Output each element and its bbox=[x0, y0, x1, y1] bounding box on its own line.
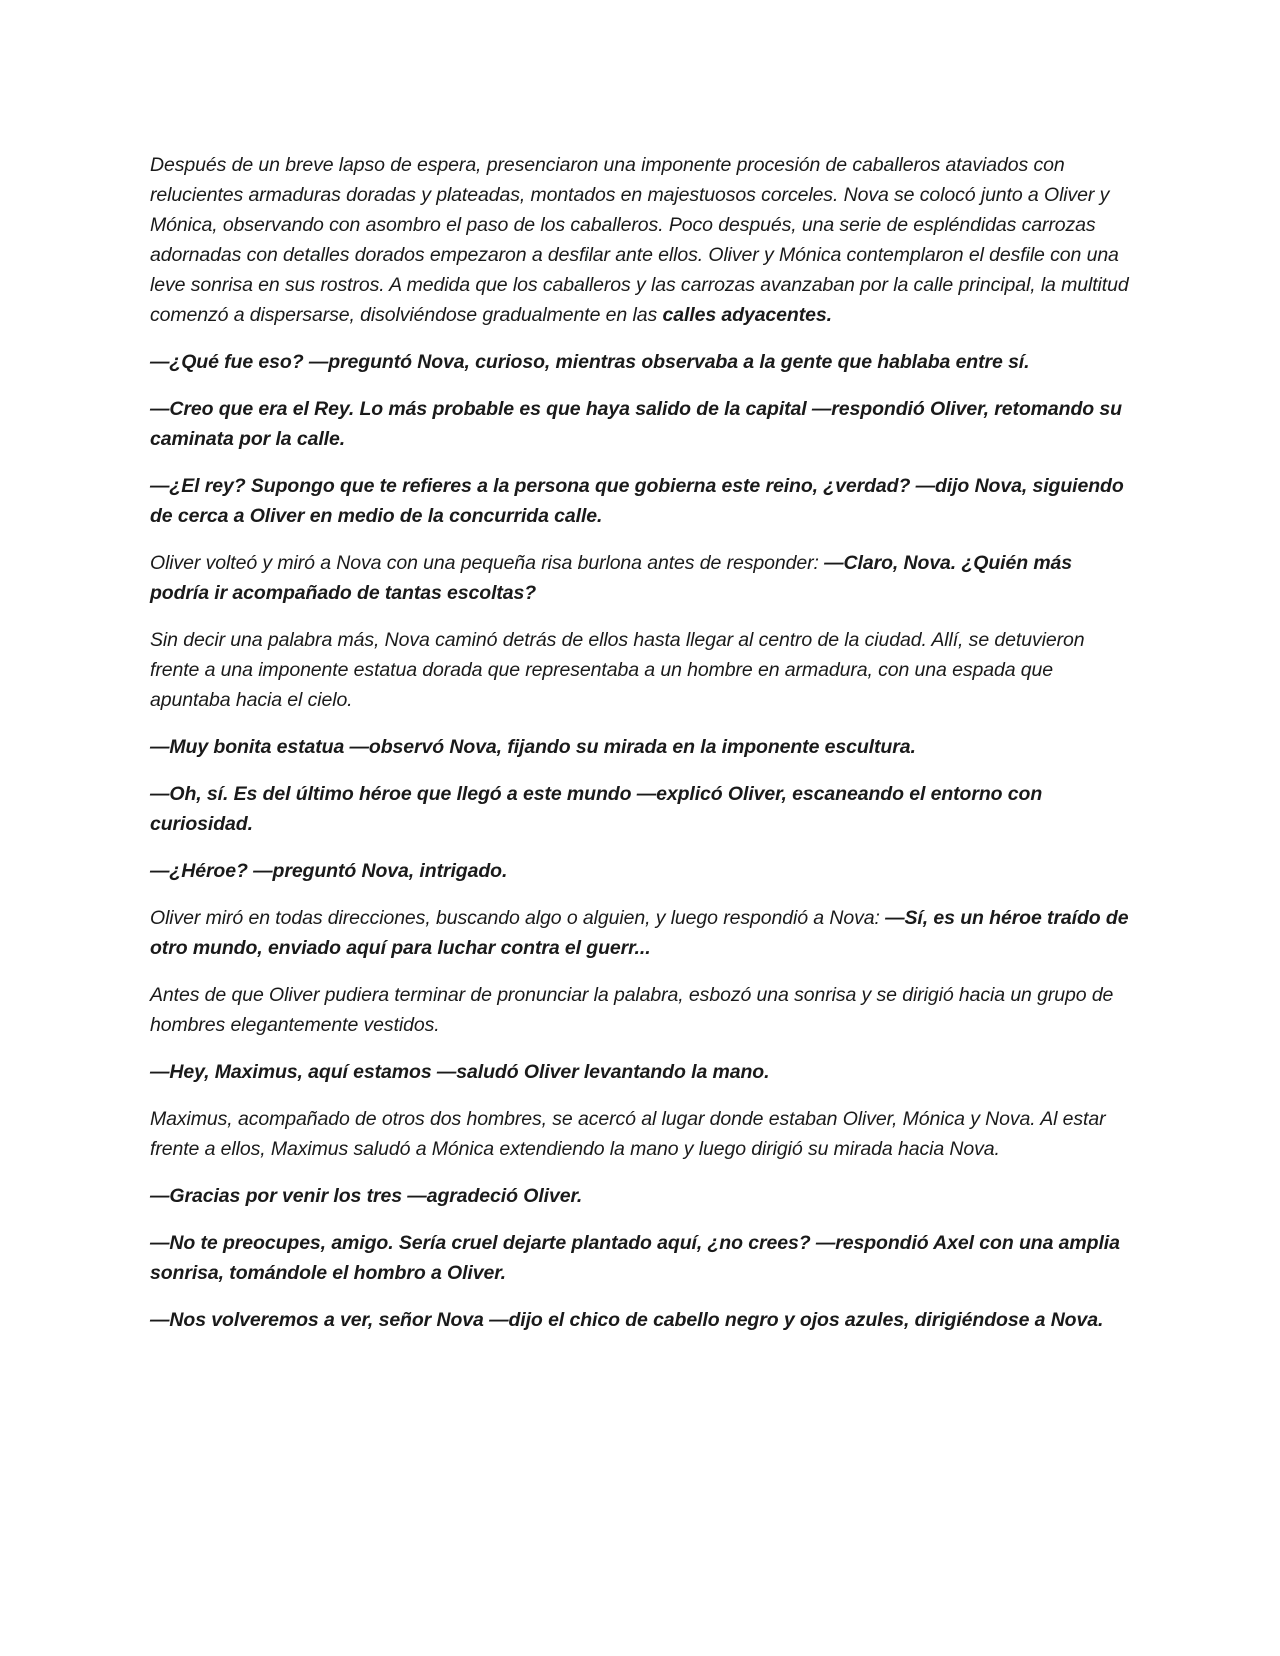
paragraph-bold-tail: calles adyacentes. bbox=[662, 304, 832, 326]
paragraph-text: Después de un breve lapso de espera, presenciaron una imponente procesión de caballeros ataviados con relucientes armaduras doradas y plateadas, montados en majestuosos corceles. Nova se colocó junto a Oliver y Mónica, observando con asombro el paso de los caballeros. Poco después, una serie de espléndidas carrozas adornadas con detalles dorados empezaron a desfilar ante ellos. Oliver y Mónica contemplaron el desfile con una leve sonrisa en sus rostros. A medida que los caballeros y las carrozas avanzaban por la calle principal, la multitud comenzó a dispersarse, disolviéndose gradualmente en las bbox=[150, 154, 1129, 326]
narration-paragraph: Antes de que Oliver pudiera terminar de pronunciar la palabra, esbozó una sonrisa y se dirigió hacia un grupo de hombres elegantemente vestidos. bbox=[150, 984, 1114, 1036]
dialogue-line: —Nos volveremos a ver, señor Nova —dijo el chico de cabello negro y ojos azules, dirigiéndose a Nova. bbox=[150, 1309, 1104, 1331]
dialogue-line: —Gracias por venir los tres —agradeció Oliver. bbox=[150, 1185, 583, 1207]
document-page bbox=[150, 150, 1130, 1352]
narration-paragraph: Maximus, acompañado de otros dos hombres, se acercó al lugar donde estaban Oliver, Mónica y Nova. Al estar frente a ellos, Maximus saludó a Mónica extendiendo la mano y luego dirigió su mirada hacia Nova. bbox=[150, 1108, 1106, 1160]
paragraph-procession bbox=[150, 150, 1130, 330]
paragraph-bold-tail: —Sí, es un héroe traído de otro mundo, enviado aquí para luchar contra el guerr... bbox=[150, 907, 1129, 959]
dialogue-line: —¿Qué fue eso? —preguntó Nova, curioso, mientras observaba a la gente que hablaba entre sí. bbox=[150, 351, 1030, 373]
dialogue-line: —¿Héroe? —preguntó Nova, intrigado. bbox=[150, 860, 508, 882]
paragraph-bold-tail: —Claro, Nova. ¿Quién más podría ir acompañado de tantas escoltas? bbox=[150, 552, 1073, 604]
paragraph-oliver-looks bbox=[150, 903, 1130, 963]
dialogue-line: —Creo que era el Rey. Lo más probable es que haya salido de la capital —respondió Oliver, retomando su caminata por la calle. bbox=[150, 398, 1122, 450]
dialogue-line: —¿El rey? Supongo que te refieres a la persona que gobierna este reino, ¿verdad? —dijo Nova, siguiendo de cerca a Oliver en medio de la concurrida calle. bbox=[150, 475, 1124, 527]
dialogue-line: —Muy bonita estatua —observó Nova, fijando su mirada en la imponente escultura. bbox=[150, 736, 916, 758]
narration-paragraph: Sin decir una palabra más, Nova caminó detrás de ellos hasta llegar al centro de la ciudad. Allí, se detuvieron frente a una imponente estatua dorada que representaba a un hombre en armadura, con una espada que apuntaba hacia el cielo. bbox=[150, 629, 1085, 711]
dialogue-line: —Oh, sí. Es del último héroe que llegó a este mundo —explicó Oliver, escaneando el entorno con curiosidad. bbox=[150, 783, 1043, 835]
paragraph-text: Oliver volteó y miró a Nova con una pequeña risa burlona antes de responder: bbox=[150, 552, 819, 574]
paragraph-oliver-turns bbox=[150, 548, 1130, 608]
dialogue-line: —No te preocupes, amigo. Sería cruel dejarte plantado aquí, ¿no crees? —respondió Axel con una amplia sonrisa, tomándole el hombro a Oliver. bbox=[150, 1232, 1120, 1284]
dialogue-line: —Hey, Maximus, aquí estamos —saludó Oliver levantando la mano. bbox=[150, 1061, 770, 1083]
paragraph-text: Oliver miró en todas direcciones, buscando algo o alguien, y luego respondió a Nova: bbox=[150, 907, 880, 929]
